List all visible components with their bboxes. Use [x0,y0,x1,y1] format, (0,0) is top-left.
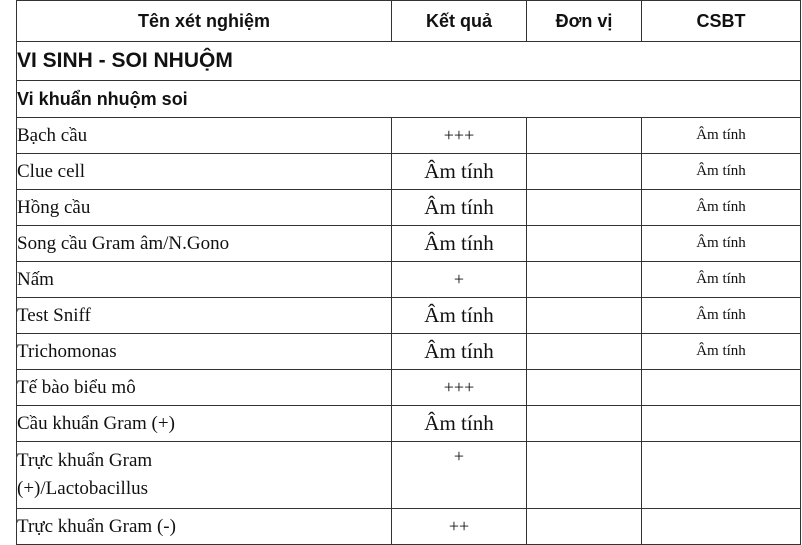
table-row [17,226,801,262]
test-name-line-1: Trực khuẩn Gram [17,450,153,471]
test-name: Cầu khuẩn Gram (+) [17,406,392,442]
test-result: Âm tính [392,190,527,226]
test-result: + [392,262,527,298]
test-unit [527,406,642,442]
test-unit [527,370,642,406]
test-reference: Âm tính [642,334,801,370]
test-name: Clue cell [17,154,392,190]
header-reference: CSBT [642,1,801,42]
test-name: Test Sniff [17,298,392,334]
test-reference [642,509,801,545]
test-unit [527,509,642,545]
header-test-name: Tên xét nghiệm [17,1,392,42]
table-row [17,406,801,442]
test-reference: Âm tính [642,118,801,154]
test-result: Âm tính [392,334,527,370]
table-row [17,334,801,370]
table-row [17,154,801,190]
table-row [17,190,801,226]
test-unit [527,226,642,262]
test-reference: Âm tính [642,262,801,298]
test-name [17,442,392,509]
test-reference: Âm tính [642,298,801,334]
subsection-row [17,81,801,118]
test-unit [527,118,642,154]
test-unit [527,262,642,298]
table-row [17,370,801,406]
header-result: Kết quả [392,1,527,42]
test-name-line-2: (+)/Lactobacillus [17,478,148,499]
test-unit [527,154,642,190]
table-row [17,442,801,509]
test-reference: Âm tính [642,190,801,226]
header-unit: Đơn vị [527,1,642,42]
header-row [17,1,801,42]
test-result: +++ [392,118,527,154]
test-name: Bạch cầu [17,118,392,154]
section-row [17,42,801,81]
test-result: + [392,442,527,509]
test-name: Song cầu Gram âm/N.Gono [17,226,392,262]
test-result: Âm tính [392,298,527,334]
table-row [17,298,801,334]
test-result: Âm tính [392,406,527,442]
test-name: Trichomonas [17,334,392,370]
test-name: Nấm [17,262,392,298]
test-reference: Âm tính [642,154,801,190]
test-name: Hồng cầu [17,190,392,226]
section-title: VI SINH - SOI NHUỘM [17,42,801,81]
test-result: ++ [392,509,527,545]
test-reference: Âm tính [642,226,801,262]
table-row [17,118,801,154]
test-result: +++ [392,370,527,406]
test-name: Trực khuẩn Gram (-) [17,509,392,545]
test-unit [527,442,642,509]
test-name: Tế bào biểu mô [17,370,392,406]
subsection-title: Vi khuẩn nhuộm soi [17,81,801,118]
test-result: Âm tính [392,226,527,262]
test-reference [642,406,801,442]
test-reference [642,442,801,509]
table-row [17,509,801,545]
test-unit [527,298,642,334]
table-row [17,262,801,298]
test-result: Âm tính [392,154,527,190]
lab-results-table [16,0,801,545]
test-reference [642,370,801,406]
test-unit [527,334,642,370]
test-unit [527,190,642,226]
